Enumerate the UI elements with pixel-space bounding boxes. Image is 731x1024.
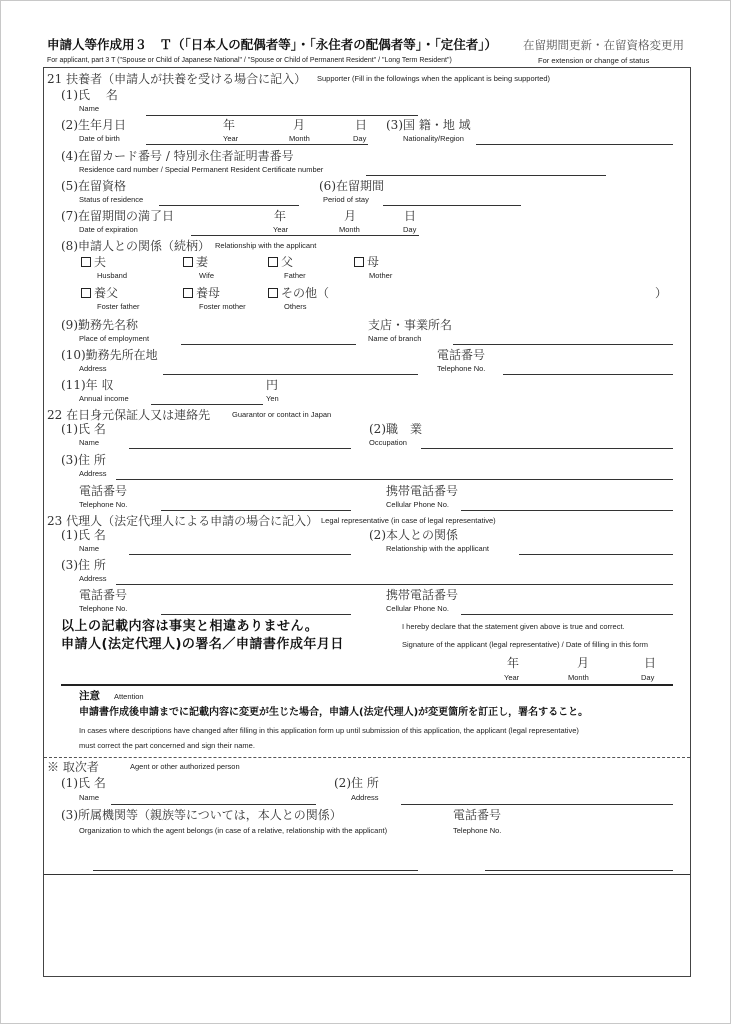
s21-name-label-en: Name	[79, 104, 100, 113]
husband-label: 夫	[94, 255, 107, 269]
s21-card-field[interactable]	[366, 175, 606, 176]
declaration-en2: Signature of the applicant (legal representative) / Date of filling in this form	[402, 640, 648, 649]
attention-label: 注意	[79, 690, 100, 702]
s21-status-label: (5)在留資格	[61, 179, 126, 193]
s23-tel-label-en: Telephone No.	[79, 604, 128, 613]
s21-income-label: (11)年 収	[61, 378, 114, 392]
s21-card-label-en: Residence card number / Special Permanent Resident Certificate number	[79, 165, 324, 174]
s21-branch-label: 支店・事業所名	[368, 318, 453, 332]
s21-employer-field[interactable]	[181, 344, 356, 345]
s22-address-label-en: Address	[79, 469, 107, 478]
s21-expiry-field[interactable]	[191, 235, 419, 236]
s21-dob-year-en: Year	[223, 134, 239, 143]
attention-jp: 申請書作成後申請までに記載内容に変更が生じた場合，申請人(法定代理人)が変更箇所を訂正し，署名すること。	[79, 707, 589, 718]
father-label: 父	[281, 255, 294, 269]
s21-tel-label: 電話番号	[437, 348, 486, 362]
s21-yen-label-en: Yen	[266, 394, 279, 403]
s22-name-label-en: Name	[79, 438, 100, 447]
others-label: その他（	[281, 286, 330, 300]
foster-mother-label-en: Foster mother	[199, 302, 246, 311]
s23-name-label-en: Name	[79, 544, 100, 553]
s22-address-label: (3)住 所	[61, 453, 106, 467]
s21-income-field[interactable]	[151, 404, 263, 405]
foster-mother-label: 養母	[196, 286, 221, 300]
s21-dob-month-en: Month	[289, 134, 310, 143]
s22-address-field[interactable]	[116, 479, 673, 480]
s22-cell-label-en: Cellular Phone No.	[386, 500, 449, 509]
relation-mother-option[interactable]	[354, 256, 379, 268]
relation-husband-option[interactable]	[81, 256, 106, 268]
s22-occupation-label-en: Occupation	[369, 438, 407, 447]
s22-occupation-label: (2)職 業	[369, 422, 422, 436]
agent-address-label: (2)住 所	[334, 776, 379, 790]
decl-year: 年	[507, 656, 520, 670]
s23-relation-label-en: Relationship with the appllicant	[386, 544, 489, 553]
s21-dob-year: 年	[223, 118, 236, 132]
decl-day-en: Day	[641, 673, 655, 682]
form-purpose: 在留期間更新・在留資格変更用	[523, 38, 684, 52]
agent-org-label-en: Organization to which the agent belongs (in case of a relative, relationship with the applicant)	[79, 826, 388, 835]
s21-tel-field[interactable]	[503, 374, 673, 375]
mother-checkbox[interactable]	[354, 257, 364, 267]
s22-name-field[interactable]	[129, 448, 351, 449]
s21-expiry-day-en: Day	[403, 225, 417, 234]
s21-period-label-en: Period of stay	[323, 195, 369, 204]
agent-name-label: (1)氏 名	[61, 776, 106, 790]
s21-dob-label-en: Date of birth	[79, 134, 120, 143]
agent-org-label: (3)所属機関等（親族等については，本人との関係）	[61, 808, 342, 822]
s23-heading-en: Legal representative (in case of legal representative)	[321, 516, 496, 525]
agent-name-field[interactable]	[111, 804, 316, 805]
s21-tel-label-en: Telephone No.	[437, 364, 486, 373]
s23-relation-field[interactable]	[519, 554, 673, 555]
agent-address-label-en: Address	[351, 793, 379, 802]
s23-tel-field[interactable]	[161, 614, 351, 615]
father-label-en: Father	[284, 271, 306, 280]
declaration-line2: 申請人(法定代理人)の署名／申請書作成年月日	[61, 637, 344, 652]
s23-address-label-en: Address	[79, 574, 107, 583]
s22-tel-label: 電話番号	[79, 484, 128, 498]
s21-status-field[interactable]	[159, 205, 299, 206]
s21-expiry-year: 年	[274, 209, 287, 223]
form-subtitle: For applicant, part 3 T ("Spouse or Child of Japanese National" / "Spouse or Child of Permanent Resident" / "Long Term Resident")	[47, 57, 452, 64]
s22-cell-field[interactable]	[461, 510, 673, 511]
relation-foster-mother-option[interactable]	[183, 287, 220, 299]
wife-label: 妻	[196, 255, 209, 269]
s21-status-label-en: Status of residence	[79, 195, 144, 204]
s23-cell-field[interactable]	[461, 614, 673, 615]
relation-wife-option[interactable]	[183, 256, 208, 268]
agent-heading: ※ 取次者	[47, 760, 99, 774]
declaration-en1: I hereby declare that the statement given above is true and correct.	[402, 622, 625, 631]
wife-label-en: Wife	[199, 271, 214, 280]
foster-father-checkbox[interactable]	[81, 288, 91, 298]
others-checkbox[interactable]	[268, 288, 278, 298]
decl-day: 日	[644, 656, 657, 670]
s21-nationality-label: (3)国 籍・地 域	[386, 118, 471, 132]
decl-month: 月	[577, 656, 590, 670]
relation-others-option[interactable]	[268, 287, 329, 299]
s22-name-label: (1)氏 名	[61, 422, 106, 436]
s22-cell-label: 携帯電話番号	[386, 484, 459, 498]
s21-heading-en: Supporter (Fill in the followings when the applicant is being supported)	[317, 74, 551, 83]
s21-employer-label-en: Place of employment	[79, 334, 150, 343]
s23-relation-label: (2)本人との関係	[369, 528, 458, 542]
s21-dob-month: 月	[293, 118, 306, 132]
husband-checkbox[interactable]	[81, 257, 91, 267]
s21-emp-addr-label: (10)勤務先所在地	[61, 348, 158, 362]
s21-heading: 21 扶養者（申請人が扶養を受ける場合に記入）	[47, 72, 307, 86]
s23-name-field[interactable]	[129, 554, 351, 555]
s21-income-label-en: Annual income	[79, 394, 129, 403]
s21-branch-label-en: Name of branch	[368, 334, 422, 343]
mother-label-en: Mother	[369, 271, 393, 280]
s21-expiry-label-en: Date of expiration	[79, 225, 138, 234]
s22-heading-en: Guarantor or contact in Japan	[232, 410, 332, 419]
s21-relation-label-en: Relationship with the applicant	[215, 241, 317, 250]
husband-label-en: Husband	[97, 271, 128, 280]
foster-father-label-en: Foster father	[97, 302, 140, 311]
bottom-separator	[44, 874, 690, 875]
s22-heading: 22 在日身元保証人又は連絡先	[47, 408, 211, 422]
s23-tel-label: 電話番号	[79, 588, 128, 602]
mother-label: 母	[367, 255, 380, 269]
wife-checkbox[interactable]	[183, 257, 193, 267]
decl-year-en: Year	[504, 673, 520, 682]
agent-heading-en: Agent or other authorized person	[130, 762, 240, 771]
s21-name-label: (1)氏 名	[61, 88, 118, 102]
s21-emp-addr-label-en: Address	[79, 364, 107, 373]
s21-expiry-month-en: Month	[339, 225, 360, 234]
agent-tel-field[interactable]	[485, 870, 673, 871]
s21-card-label: (4)在留カード番号 / 特別永住者証明書番号	[61, 149, 294, 163]
foster-father-label: 養父	[94, 286, 119, 300]
s22-tel-label-en: Telephone No.	[79, 500, 128, 509]
s21-expiry-month: 月	[344, 209, 357, 223]
s21-yen-label: 円	[266, 378, 279, 392]
father-checkbox[interactable]	[268, 257, 278, 267]
agent-tel-label: 電話番号	[453, 808, 502, 822]
agent-address-field[interactable]	[401, 804, 673, 805]
attention-en1: In cases where descriptions have changed after filling in this application form up until submission of this application, the applicant (legal representative)	[79, 726, 579, 735]
s21-dob-label: (2)生年月日	[61, 118, 126, 132]
s23-name-label: (1)氏 名	[61, 528, 106, 542]
s23-heading: 23 代理人（法定代理人による申請の場合に記入）	[47, 514, 319, 528]
s21-dob-field[interactable]	[146, 144, 368, 145]
signature-line[interactable]	[61, 684, 673, 686]
s21-period-field[interactable]	[383, 205, 521, 206]
s21-nationality-field[interactable]	[476, 144, 673, 145]
agent-name-label-en: Name	[79, 793, 100, 802]
agent-org-field[interactable]	[93, 870, 418, 871]
s23-cell-label-en: Cellular Phone No.	[386, 604, 449, 613]
form-title: 申請人等作成用３ Ｔ（「日本人の配偶者等」・「永住者の配偶者等」・「定住者」）	[47, 37, 498, 52]
attention-en2: must correct the part concerned and sign their name.	[79, 741, 255, 750]
agent-tel-label-en: Telephone No.	[453, 826, 502, 835]
s21-expiry-day: 日	[404, 209, 417, 223]
s22-occupation-field[interactable]	[421, 448, 673, 449]
form-purpose-en: For extension or change of status	[538, 56, 650, 65]
s21-expiry-label: (7)在留期間の満了日	[61, 209, 174, 223]
foster-mother-checkbox[interactable]	[183, 288, 193, 298]
s21-branch-field[interactable]	[453, 344, 673, 345]
relation-father-option[interactable]	[268, 256, 293, 268]
s21-dob-day-en: Day	[353, 134, 367, 143]
s21-expiry-year-en: Year	[273, 225, 289, 234]
agent-separator	[44, 757, 690, 758]
s23-address-field[interactable]	[116, 584, 673, 585]
others-label-en: Others	[284, 302, 307, 311]
s21-nationality-label-en: Nationality/Region	[403, 134, 464, 143]
s21-period-label: (6)在留期間	[319, 179, 384, 193]
s21-emp-addr-field[interactable]	[163, 374, 418, 375]
s23-cell-label: 携帯電話番号	[386, 588, 459, 602]
s21-dob-day: 日	[355, 118, 368, 132]
s21-relation-label: (8)申請人との関係（続柄）	[61, 239, 210, 253]
decl-month-en: Month	[568, 673, 589, 682]
declaration-line1: 以上の記載内容は事実と相違ありません。	[61, 619, 319, 634]
attention-label-en: Attention	[114, 692, 144, 701]
relation-foster-father-option[interactable]	[81, 287, 118, 299]
s23-address-label: (3)住 所	[61, 558, 106, 572]
others-close-paren: ）	[655, 286, 668, 300]
s21-employer-label: (9)勤務先名称	[61, 318, 138, 332]
s22-tel-field[interactable]	[161, 510, 351, 511]
s21-name-field[interactable]	[146, 115, 418, 116]
